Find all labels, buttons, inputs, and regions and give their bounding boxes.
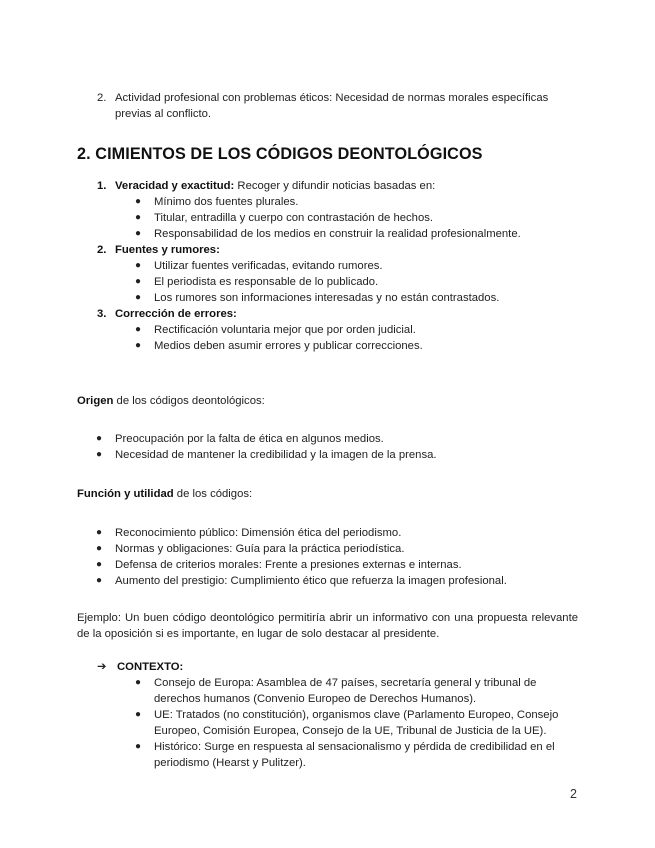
item-text: Actividad profesional con problemas éticos: Necesidad de normas morales específicas previas al conflicto. bbox=[115, 92, 549, 120]
list-item bbox=[97, 707, 582, 739]
origin-lead bbox=[77, 393, 582, 409]
origin-rest: de los códigos deontológicos: bbox=[113, 395, 265, 407]
list-item bbox=[97, 322, 587, 338]
origin-bold: Origen bbox=[77, 395, 114, 407]
bullet-icon: ● bbox=[96, 575, 103, 586]
function-bullet-list bbox=[77, 525, 582, 589]
foundation-item-veracity bbox=[97, 178, 587, 242]
bullet-icon: ● bbox=[96, 449, 103, 460]
list-item bbox=[77, 431, 582, 447]
bullet-icon: ● bbox=[135, 212, 142, 223]
item-number: 2. bbox=[97, 92, 107, 104]
bullet-icon: ● bbox=[96, 527, 103, 538]
list-item-text: Defensa de criterios morales: Frente a presiones externas e internas. bbox=[115, 559, 462, 571]
bullet-icon: ● bbox=[135, 340, 142, 351]
foundation-item-sources bbox=[97, 242, 587, 306]
sub-bullet-list bbox=[97, 258, 587, 306]
origin-bullet-list bbox=[77, 431, 582, 463]
bullet-icon: ● bbox=[135, 677, 142, 688]
list-item bbox=[97, 338, 587, 354]
example-paragraph: Ejemplo: Un buen código deontológico permitiría abrir un informativo con una propuesta relevante de la oposición si es importante, en lugar de solo destacar al presidente. bbox=[77, 612, 578, 640]
item-title: Veracidad y exactitud: bbox=[115, 180, 235, 192]
foundations-list bbox=[97, 178, 587, 354]
bullet-icon: ● bbox=[135, 324, 142, 335]
list-item bbox=[97, 675, 582, 707]
list-item bbox=[77, 541, 582, 557]
list-item bbox=[77, 525, 582, 541]
list-item-text: Consejo de Europa: Asamblea de 47 países, secretaría general y tribunal de derechos humanos (Convenio Europeo de Derechos Humanos). bbox=[154, 677, 537, 705]
function-bold: Función y utilidad bbox=[77, 488, 174, 500]
list-item-text: Responsabilidad de los medios en construir la realidad profesionalmente. bbox=[154, 228, 521, 240]
context-section bbox=[97, 659, 582, 771]
context-bullet-list bbox=[97, 675, 582, 771]
item-number: 3. bbox=[97, 308, 107, 320]
list-item-text: El periodista es responsable de lo publicado. bbox=[154, 276, 379, 288]
sub-bullet-list bbox=[97, 194, 587, 242]
bullet-icon: ● bbox=[135, 260, 142, 271]
list-item-text: Titular, entradilla y cuerpo con contrastación de hechos. bbox=[154, 212, 434, 224]
list-item-text: Necesidad de mantener la credibilidad y la imagen de la prensa. bbox=[115, 449, 437, 461]
bullet-icon: ● bbox=[96, 433, 103, 444]
list-item-text: Preocupación por la falta de ética en algunos medios. bbox=[115, 433, 384, 445]
numbered-item-2 bbox=[97, 90, 587, 122]
list-item bbox=[97, 274, 587, 290]
bullet-icon: ● bbox=[135, 276, 142, 287]
list-item-text: Normas y obligaciones: Guía para la práctica periodística. bbox=[115, 543, 405, 555]
function-rest: de los códigos: bbox=[173, 488, 253, 500]
item-heading bbox=[115, 306, 587, 322]
list-item-text: Utilizar fuentes verificadas, evitando rumores. bbox=[154, 260, 383, 272]
arrow-right-icon: ➔ bbox=[97, 661, 107, 673]
list-item-text: Mínimo dos fuentes plurales. bbox=[154, 196, 299, 208]
bullet-icon: ● bbox=[135, 709, 142, 720]
list-item-text: Rectificación voluntaria mejor que por orden judicial. bbox=[154, 324, 416, 336]
list-item bbox=[97, 226, 587, 242]
list-item-text: Medios deben asumir errores y publicar correcciones. bbox=[154, 340, 423, 352]
list-item-text: Histórico: Surge en respuesta al sensacionalismo y pérdida de credibilidad en el periodismo (Hearst y Pulitzer). bbox=[154, 741, 555, 769]
list-item bbox=[77, 573, 582, 589]
list-item bbox=[77, 447, 582, 463]
bullet-icon: ● bbox=[96, 559, 103, 570]
bullet-icon: ● bbox=[135, 228, 142, 239]
list-item bbox=[97, 210, 587, 226]
item-title: Corrección de errores: bbox=[115, 308, 237, 320]
context-title: CONTEXTO: bbox=[117, 661, 184, 673]
list-item bbox=[97, 258, 587, 274]
item-text: Recoger y difundir noticias basadas en: bbox=[234, 180, 436, 192]
list-item-text: Aumento del prestigio: Cumplimiento ético que refuerza la imagen profesional. bbox=[115, 575, 507, 587]
bullet-icon: ● bbox=[96, 543, 103, 554]
list-item bbox=[77, 557, 582, 573]
item-heading bbox=[115, 242, 587, 258]
foundation-item-corrections bbox=[97, 306, 587, 354]
function-lead bbox=[77, 486, 582, 502]
item-heading bbox=[115, 178, 587, 194]
bullet-icon: ● bbox=[135, 196, 142, 207]
list-item bbox=[97, 194, 587, 210]
section-heading: 2. CIMIENTOS DE LOS CÓDIGOS DEONTOLÓGICOS bbox=[77, 145, 483, 163]
item-number: 2. bbox=[97, 244, 107, 256]
list-item bbox=[97, 290, 587, 306]
sub-bullet-list bbox=[97, 322, 587, 354]
bullet-icon: ● bbox=[135, 741, 142, 752]
list-item-text: Los rumores son informaciones interesadas y no están contrastados. bbox=[154, 292, 500, 304]
list-item bbox=[97, 739, 582, 771]
list-item-text: UE: Tratados (no constitución), organismos clave (Parlamento Europeo, Consejo Europeo, Comisión Europea, Consejo de la UE, Tribunal de Justicia de la UE). bbox=[154, 709, 559, 737]
bullet-icon: ● bbox=[135, 292, 142, 303]
list-item-text: Reconocimiento público: Dimensión ética del periodismo. bbox=[115, 527, 402, 539]
item-number: 1. bbox=[97, 180, 107, 192]
page-number: 2 bbox=[570, 787, 577, 801]
item-title: Fuentes y rumores: bbox=[115, 244, 220, 256]
